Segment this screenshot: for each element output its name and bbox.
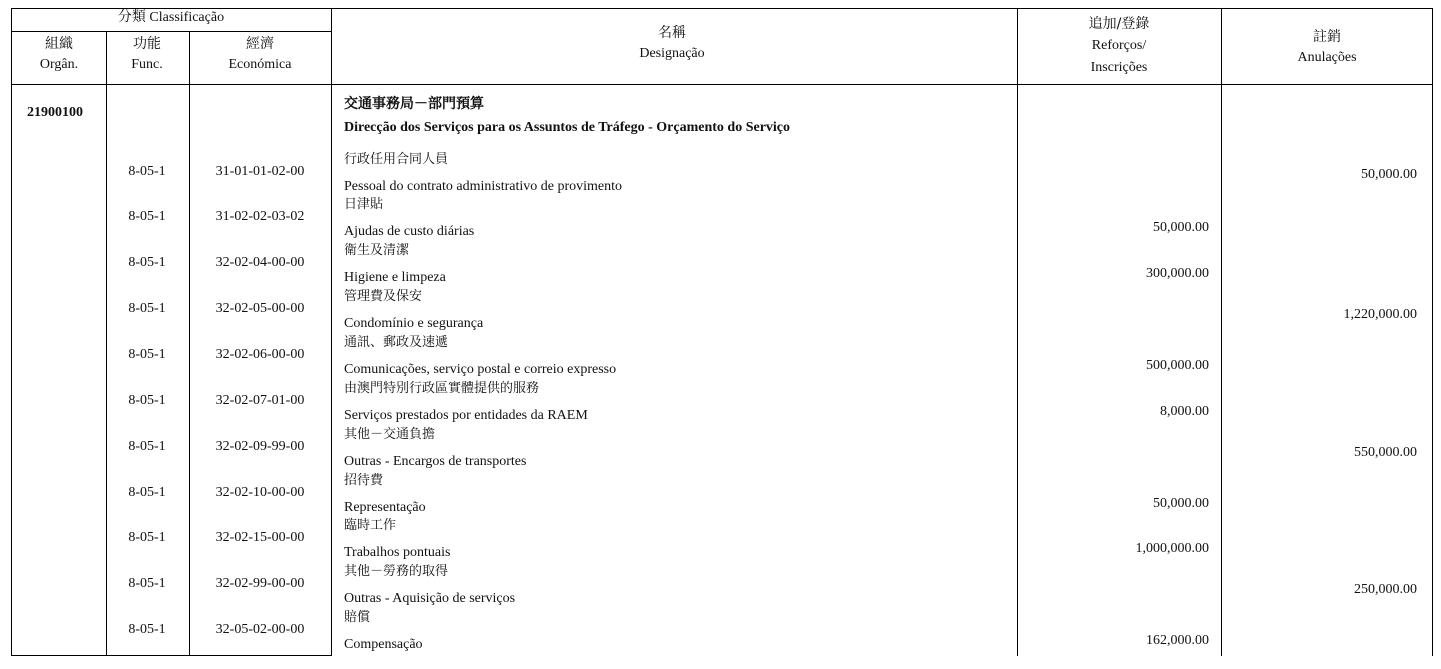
department-name-pt: Direcção dos Serviços para os Assuntos de Tráfego - Orçamento do Serviço: [344, 120, 791, 135]
func-header-zh: 功能: [133, 36, 161, 52]
row-name-pt: Serviços prestados por entidades da RAEM: [344, 408, 588, 423]
col-divider-reinforce-cancel: [1221, 8, 1222, 656]
row-econ-code: 31-02-02-03-02: [215, 209, 305, 224]
row-econ-code: 32-02-15-00-00: [215, 530, 305, 545]
row-cancel-amount: 1,220,000.00: [1343, 307, 1417, 322]
department-code: 21900100: [27, 105, 83, 120]
cancel-header-pt: Anulações: [1297, 50, 1357, 65]
department-name-zh: 交通事務局－部門預算: [344, 96, 484, 112]
row-func-code: 8-05-1: [128, 347, 166, 362]
row-name-zh: 招待費: [344, 473, 384, 488]
designation-header-pt: Designação: [639, 46, 705, 61]
row-func-code: 8-05-1: [128, 530, 166, 545]
organ-header-pt: Orgân.: [39, 57, 79, 72]
organ-header-zh: 組織: [45, 36, 73, 52]
row-name-pt: Compensação: [344, 637, 423, 652]
row-reinforce-amount: 50,000.00: [1153, 496, 1209, 511]
table-bottom-border: [11, 655, 331, 656]
row-reinforce-amount: 1,000,000.00: [1135, 541, 1209, 556]
row-reinforce-amount: 162,000.00: [1146, 633, 1209, 648]
row-func-code: 8-05-1: [128, 393, 166, 408]
table-top-border: [11, 8, 1433, 9]
row-name-zh: 行政任用合同人員: [344, 152, 449, 167]
cancel-header-zh: 註銷: [1313, 29, 1341, 45]
econ-header-zh: 經濟: [246, 36, 274, 52]
row-func-code: 8-05-1: [128, 576, 166, 591]
row-reinforce-amount: 50,000.00: [1153, 220, 1209, 235]
row-name-pt: Condomínio e segurança: [344, 316, 484, 331]
row-name-pt: Comunicações, serviço postal e correio expresso: [344, 362, 617, 377]
row-func-code: 8-05-1: [128, 255, 166, 270]
row-name-pt: Pessoal do contrato administrativo de provimento: [344, 179, 623, 194]
row-name-pt: Representação: [344, 500, 426, 515]
row-cancel-amount: 550,000.00: [1354, 445, 1417, 460]
row-name-zh: 管理費及保安: [344, 289, 423, 304]
row-name-pt: Trabalhos pontuais: [344, 545, 451, 560]
col-divider-designation-reinforce: [1017, 8, 1018, 656]
row-reinforce-amount: 500,000.00: [1146, 358, 1209, 373]
row-econ-code: 32-02-04-00-00: [215, 255, 305, 270]
row-name-pt: Outras - Aquisição de serviços: [344, 591, 516, 606]
row-name-zh: 通訊、郵政及速遞: [344, 335, 449, 350]
row-econ-code: 31-01-01-02-00: [215, 164, 305, 179]
row-name-zh: 臨時工作: [344, 518, 397, 533]
row-econ-code: 32-02-09-99-00: [215, 439, 305, 454]
row-name-pt: Higiene e limpeza: [344, 270, 446, 285]
classification-header: 分類 Classificação: [117, 10, 225, 25]
row-name-pt: Ajudas de custo diárias: [344, 224, 475, 239]
header-bottom-border: [11, 84, 1433, 85]
col-divider-organ-func: [106, 31, 107, 656]
row-reinforce-amount: 300,000.00: [1146, 266, 1209, 281]
econ-header-pt: Económica: [228, 57, 292, 72]
row-func-code: 8-05-1: [128, 164, 166, 179]
row-econ-code: 32-02-06-00-00: [215, 347, 305, 362]
row-name-pt: Outras - Encargos de transportes: [344, 454, 527, 469]
row-cancel-amount: 250,000.00: [1354, 582, 1417, 597]
table-left-border: [11, 8, 12, 656]
row-econ-code: 32-05-02-00-00: [215, 622, 305, 637]
row-func-code: 8-05-1: [128, 301, 166, 316]
row-econ-code: 32-02-10-00-00: [215, 485, 305, 500]
table-right-border: [1432, 8, 1433, 656]
row-name-zh: 其他－交通負擔: [344, 427, 436, 442]
row-func-code: 8-05-1: [128, 209, 166, 224]
row-name-zh: 賠償: [344, 610, 371, 625]
row-func-code: 8-05-1: [128, 622, 166, 637]
row-name-zh: 衛生及清潔: [344, 243, 410, 258]
row-econ-code: 32-02-07-01-00: [215, 393, 305, 408]
row-name-zh: 其他－勞務的取得: [344, 564, 449, 579]
row-cancel-amount: 50,000.00: [1361, 167, 1417, 182]
designation-header-zh: 名稱: [658, 25, 686, 41]
row-reinforce-amount: 8,000.00: [1160, 404, 1209, 419]
col-divider-econ-designation: [331, 8, 332, 656]
reinforce-header-zh: 追加/登錄: [1088, 16, 1150, 32]
row-econ-code: 32-02-99-00-00: [215, 576, 305, 591]
row-econ-code: 32-02-05-00-00: [215, 301, 305, 316]
col-divider-func-econ: [189, 31, 190, 656]
row-func-code: 8-05-1: [128, 485, 166, 500]
reinforce-header-pt2: Inscrições: [1090, 60, 1148, 75]
reinforce-header-pt1: Reforços/: [1091, 38, 1147, 53]
row-func-code: 8-05-1: [128, 439, 166, 454]
row-name-zh: 日津貼: [344, 197, 384, 212]
classification-underline: [11, 31, 331, 32]
row-name-zh: 由澳門特別行政區實體提供的服務: [344, 381, 540, 396]
func-header-pt: Func.: [131, 57, 163, 72]
